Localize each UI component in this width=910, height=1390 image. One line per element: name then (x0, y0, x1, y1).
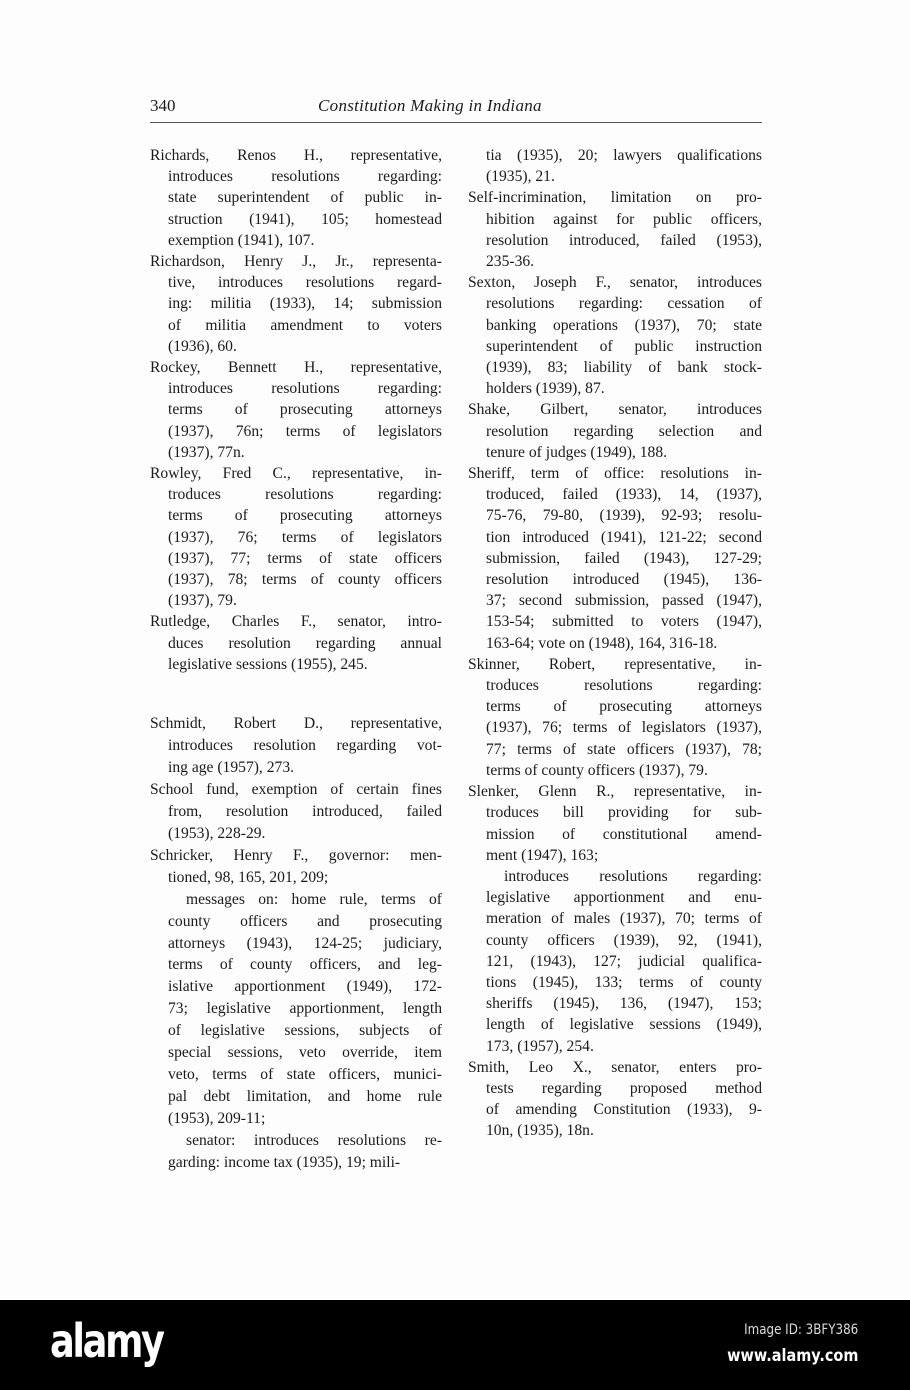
alamy-logo: alamy (50, 1314, 163, 1368)
entry-line: senator: introduces resolutions re- (186, 1132, 442, 1150)
index-entry (468, 145, 762, 187)
entry-line: tions (1945), 133; terms of county (486, 973, 762, 991)
entry-line: 37; second submission, passed (1947), (486, 592, 762, 610)
entry-line: troduced, failed (1933), 14, (1937), (486, 486, 762, 504)
entry-line: Skinner, Robert, representative, in- (468, 655, 762, 673)
entry-line: (1937), 76; terms of legislators (168, 528, 442, 546)
entry-line: terms of county officers, and leg- (168, 956, 442, 974)
index-entry (150, 1130, 442, 1174)
entry-line: introduces resolutions regarding: (504, 867, 762, 885)
image-id: Image ID: 3BFY386 (743, 1322, 858, 1338)
entry-line: terms of prosecuting attorneys (168, 507, 442, 525)
entry-line: Smith, Leo X., senator, enters pro- (468, 1058, 762, 1076)
entry-line: 75-76, 79-80, (1939), 92-93; resolu- (486, 507, 762, 525)
entry-line: (1937), 79. (168, 592, 237, 610)
entry-line: resolution regarding selection and (486, 422, 762, 440)
entry-line: banking operations (1937), 70; state (486, 316, 762, 334)
entry-line: Rowley, Fred C., representative, in- (150, 465, 442, 483)
running-title: Constitution Making in Indiana (318, 96, 542, 115)
page-number: 340 (150, 96, 176, 115)
entry-line: garding: income tax (1935), 19; mili- (168, 1154, 401, 1172)
entry-line: legislative apportionment and enu- (486, 889, 762, 907)
entry-line: terms of prosecuting attorneys (168, 401, 442, 419)
entry-line: troduces bill providing for sub- (486, 804, 762, 822)
entry-line: of amending Constitution (1933), 9- (486, 1101, 762, 1119)
header-rule (150, 122, 762, 123)
entry-line: legislative sessions (1955), 245. (168, 655, 368, 673)
index-entry (150, 251, 442, 357)
entry-line: special sessions, veto override, item (168, 1044, 442, 1062)
entry-line: 73; legislative apportionment, length (168, 1000, 442, 1018)
entry-line: of militia amendment to voters (168, 316, 442, 334)
entry-line: introduces resolution regarding vot- (168, 736, 442, 754)
index-entry (468, 463, 762, 654)
entry-line: Sheriff, term of office: resolutions in- (468, 465, 762, 483)
entry-line: exemption (1941), 107. (168, 231, 315, 249)
entry-line: troduces resolutions regarding: (168, 486, 442, 504)
entry-line: holders (1939), 87. (486, 380, 605, 398)
entry-line: (1935), 21. (486, 168, 555, 186)
entry-line: (1937), 76; terms of legislators (1937), (486, 719, 762, 737)
entry-line: meration of males (1937), 70; terms of (486, 910, 762, 928)
entry-line: tia (1935), 20; lawyers qualifications (486, 147, 762, 164)
entry-line: tests regarding proposed method (486, 1079, 762, 1097)
index-entry (468, 866, 762, 1057)
index-entry (150, 779, 442, 845)
index-entry (150, 611, 442, 675)
entry-line: state superintendent of public in- (168, 189, 442, 207)
entry-line: (1936), 60. (168, 337, 237, 355)
page-header (150, 96, 762, 120)
entry-line: ment (1947), 163; (486, 846, 599, 864)
entry-line: introduces resolutions regarding: (168, 380, 442, 398)
entry-line: resolution introduced, failed (1953), (486, 231, 762, 249)
entry-line: Richards, Renos H., representative, (150, 147, 442, 164)
index-entry (468, 654, 762, 781)
entry-line: 10n, (1935), 18n. (486, 1122, 594, 1140)
entry-line: introduces resolutions regarding: (168, 168, 442, 186)
entry-line: tioned, 98, 165, 201, 209; (168, 868, 329, 886)
entry-line: messages on: home rule, terms of (186, 890, 442, 908)
entry-line: (1937), 78; terms of county officers (168, 571, 442, 589)
index-entry (150, 889, 442, 1130)
entry-line: tion introduced (1941), 121-22; second (486, 528, 762, 546)
entry-line: ing: militia (1933), 14; submission (168, 295, 442, 313)
entry-line: veto, terms of state officers, munici- (168, 1066, 442, 1084)
entry-line: resolutions regarding: cessation of (486, 295, 762, 313)
entry-line: from, resolution introduced, failed (168, 802, 442, 820)
entry-line: School fund, exemption of certain fines (150, 780, 442, 798)
entry-line: Rutledge, Charles F., senator, intro- (150, 613, 442, 631)
entry-line: islative apportionment (1949), 172- (168, 978, 442, 996)
entry-line: Schmidt, Robert D., representative, (150, 715, 442, 732)
entry-line: county officers and prosecuting (168, 912, 442, 930)
entry-line: (1937), 77n. (168, 443, 245, 461)
entry-line: Sexton, Joseph F., senator, introduces (468, 274, 762, 292)
entry-line: troduces resolutions regarding: (486, 677, 762, 695)
site-url: www.alamy.com (726, 1346, 858, 1366)
entry-line: 235-36. (486, 253, 535, 271)
index-entry (150, 713, 442, 779)
entry-line: mission of constitutional amend- (486, 825, 762, 843)
entry-line: submission, failed (1943), 127-29; (486, 549, 762, 567)
entry-line: (1953), 209-11; (168, 1110, 266, 1128)
entry-line: (1937), 77; terms of state officers (168, 549, 442, 567)
index-entry (150, 145, 442, 251)
entry-line: ing age (1957), 273. (168, 758, 295, 776)
entry-line: (1953), 228-29. (168, 824, 266, 842)
entry-line: 173, (1957), 254. (486, 1037, 594, 1055)
watermark-bar (0, 1300, 910, 1390)
entry-line: tenure of judges (1949), 188. (486, 443, 668, 461)
entry-line: sheriffs (1945), 136, (1947), 153; (486, 995, 762, 1013)
entry-line: county officers (1939), 92, (1941), (486, 931, 762, 949)
entry-line: (1937), 76n; terms of legislators (168, 422, 442, 440)
entry-line: 77; terms of state officers (1937), 78; (486, 740, 762, 758)
index-entry (150, 845, 442, 889)
index-entry (468, 272, 762, 399)
entry-line: resolution introduced (1945), 136- (486, 571, 762, 589)
entry-line: 163-64; vote on (1948), 164, 316-18. (486, 634, 718, 652)
index-entry (150, 357, 442, 463)
index-column-left-bottom (150, 713, 442, 1174)
entry-line: Richardson, Henry J., Jr., representa- (150, 253, 442, 271)
entry-line: attorneys (1943), 124-25; judiciary, (168, 934, 442, 952)
entry-line: Slenker, Glenn R., representative, in- (468, 783, 762, 801)
entry-line: terms of county officers (1937), 79. (486, 761, 708, 779)
entry-line: superintendent of public instruction (486, 337, 762, 355)
entry-line: (1939), 83; liability of bank stock- (486, 359, 762, 377)
index-entry (468, 187, 762, 272)
entry-line: terms of prosecuting attorneys (486, 698, 762, 716)
index-entry (468, 399, 762, 463)
entry-line: tive, introduces resolutions regard- (168, 274, 442, 292)
entry-line: Self-incrimination, limitation on pro- (468, 189, 762, 207)
entry-line: 121, (1943), 127; judicial qualifica- (486, 952, 762, 970)
entry-line: duces resolution regarding annual (168, 634, 442, 652)
index-column-right (468, 145, 762, 1142)
entry-line: 153-54; submitted to voters (1947), (486, 613, 762, 631)
entry-line: length of legislative sessions (1949), (486, 1016, 762, 1034)
entry-line: Rockey, Bennett H., representative, (150, 359, 442, 377)
entry-line: hibition against for public officers, (486, 210, 762, 228)
index-entry (468, 1057, 762, 1142)
index-entry (150, 463, 442, 611)
entry-line: struction (1941), 105; homestead (168, 210, 442, 228)
entry-line: Shake, Gilbert, senator, introduces (468, 401, 762, 419)
index-column-left-top (150, 145, 442, 675)
entry-line: Schricker, Henry F., governor: men- (150, 846, 442, 864)
entry-line: of legislative sessions, subjects of (168, 1022, 442, 1040)
index-entry (468, 781, 762, 866)
entry-line: pal debt limitation, and home rule (168, 1088, 442, 1106)
